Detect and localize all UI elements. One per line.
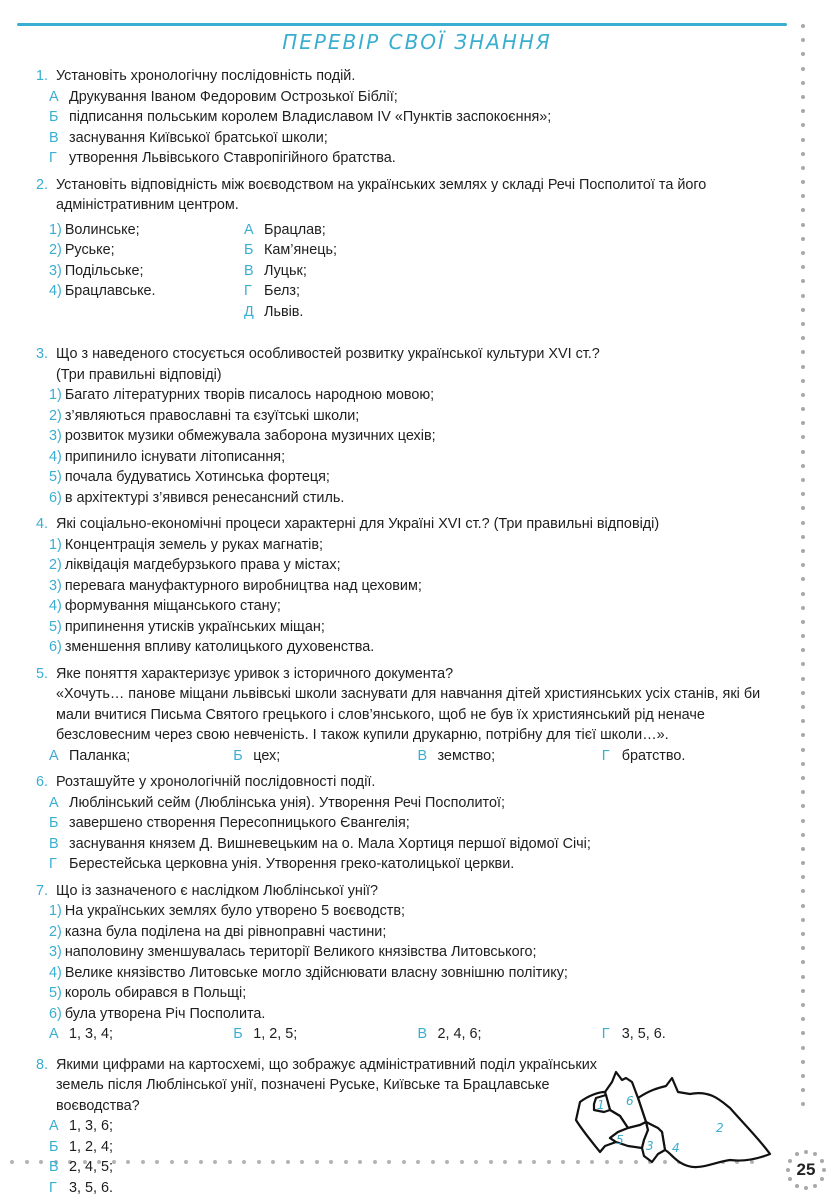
dot xyxy=(801,1031,805,1035)
statement xyxy=(49,983,786,1004)
statement-text: король обирався в Польщі; xyxy=(64,985,247,1001)
question-text: Якими цифрами на картосхемі, що зображує адміністративний поділ українських земель після Люблінської унії, позначені Руське, Київське та Брацлавське воєводства? xyxy=(56,1056,597,1114)
option-text: заснування Київської братської школи; xyxy=(69,129,328,146)
option-letter: В xyxy=(49,1159,59,1175)
dot xyxy=(801,748,805,752)
dot xyxy=(801,932,805,936)
question-text: Що із зазначеного є наслідком Люблінської унії? xyxy=(56,882,379,899)
option-text: почала будуватись Хотинська фортеця; xyxy=(64,469,330,485)
map-label: 4 xyxy=(672,1141,680,1155)
option-text: перевага мануфактурного виробництва над цеховим; xyxy=(64,577,422,594)
dot xyxy=(795,1184,799,1188)
option-letter: Г xyxy=(49,1179,57,1196)
dot xyxy=(801,677,805,681)
dot xyxy=(820,1159,824,1163)
item-number: 3) xyxy=(49,262,62,279)
dot xyxy=(801,95,805,99)
dot xyxy=(801,592,805,596)
question-subtext: (Три правильні відповіді) xyxy=(56,366,222,383)
question-7 xyxy=(36,881,786,1045)
question-number: 1. xyxy=(36,68,49,84)
option[interactable] xyxy=(49,834,786,855)
statement-text: була утворена Річ Посполита. xyxy=(64,1005,266,1022)
option-number: 5) xyxy=(49,469,62,485)
dot xyxy=(10,1160,14,1164)
dot xyxy=(801,634,805,638)
option-text: 1, 3, 6; xyxy=(69,1118,114,1134)
question-text: Які соціально-економічні процеси характерні для Україні XVI ст.? (Три правильні відповіді) xyxy=(56,516,660,532)
dot xyxy=(801,152,805,156)
matching-item[interactable] xyxy=(49,261,244,282)
option[interactable] xyxy=(49,467,786,488)
dot xyxy=(801,450,805,454)
dot xyxy=(801,379,805,383)
statement xyxy=(49,901,786,922)
option[interactable] xyxy=(49,617,786,638)
page-number: 25 xyxy=(796,1160,816,1179)
option-text: Концентрація земель у руках магнатів; xyxy=(64,536,324,553)
dot xyxy=(801,620,805,624)
option-text: Кам’янець; xyxy=(264,242,337,258)
question-3 xyxy=(36,344,786,508)
option-letter: Б xyxy=(244,242,254,258)
matching-option[interactable] xyxy=(244,281,337,302)
matching-option[interactable] xyxy=(244,220,337,241)
option-text: припинило існувати літописання; xyxy=(64,448,286,465)
statement-text: казна була поділена на дві рівноправні частини; xyxy=(64,923,387,940)
option-letter: Б xyxy=(49,815,59,831)
matching-right-column xyxy=(244,220,337,323)
option-number: 2) xyxy=(49,407,62,424)
dot xyxy=(801,804,805,808)
option-letter: Б xyxy=(49,1138,59,1155)
option-number: 1) xyxy=(49,536,62,553)
option[interactable] xyxy=(602,746,786,767)
dot xyxy=(801,1003,805,1007)
item-text: Подільське; xyxy=(64,262,144,279)
option-text: заснування князем Д. Вишневецьким на о. Мала Хортиця першої відомої Січі; xyxy=(69,835,591,852)
question-text: Установіть відповідність між воєводством на українських землях у складі Речі Посполитої та його адміністративним центром. xyxy=(56,176,707,213)
dot xyxy=(801,251,805,255)
option-text: Берестейська церковна унія. Утворення греко-католицької церкви. xyxy=(69,856,515,872)
option[interactable] xyxy=(49,535,786,556)
dot xyxy=(801,691,805,695)
option[interactable] xyxy=(49,596,786,617)
question-number: 6. xyxy=(36,774,49,790)
statement-number: 4) xyxy=(49,964,62,981)
option-text: підписання польським королем Владиславом IV «Пунктів заспокоєння»; xyxy=(69,109,552,125)
dot xyxy=(801,577,805,581)
dot xyxy=(801,521,805,525)
option-number: 3) xyxy=(49,577,62,594)
option[interactable] xyxy=(49,406,786,427)
question-number: 2. xyxy=(36,176,49,193)
dot xyxy=(801,166,805,170)
question-4 xyxy=(36,514,786,658)
option[interactable] xyxy=(49,488,786,509)
option[interactable] xyxy=(49,128,786,149)
dot xyxy=(801,109,805,113)
page-title: ПЕРЕВІР СВОЇ ЗНАННЯ xyxy=(282,30,552,54)
dot xyxy=(801,662,805,666)
decorative-dots-right xyxy=(801,24,805,1116)
option-text: розвиток музики обмежувала заборона музичних цехів; xyxy=(64,428,436,444)
option-letter: Г xyxy=(49,150,57,166)
dot xyxy=(801,421,805,425)
item-text: Руське; xyxy=(64,242,115,258)
dot xyxy=(801,1102,805,1106)
option-number: 6) xyxy=(49,639,62,655)
matching-option[interactable] xyxy=(244,240,337,261)
option[interactable] xyxy=(49,87,786,108)
dot xyxy=(801,1046,805,1050)
dot xyxy=(801,776,805,780)
option-letter: Б xyxy=(233,747,243,764)
dot xyxy=(801,24,805,28)
dot xyxy=(820,1177,824,1181)
dot xyxy=(801,1017,805,1021)
dot xyxy=(801,946,805,950)
option-number: 6) xyxy=(49,489,62,506)
option-text: земство; xyxy=(437,747,496,764)
dot xyxy=(801,435,805,439)
option[interactable] xyxy=(49,576,786,597)
dot xyxy=(822,1168,826,1172)
dot xyxy=(801,365,805,369)
question-number: 3. xyxy=(36,346,49,362)
option-letter: Б xyxy=(49,109,59,125)
map-label: 5 xyxy=(616,1133,624,1147)
option-text: Брацлав; xyxy=(264,221,326,238)
question-number: 5. xyxy=(36,665,49,682)
option-text: 3, 5, 6. xyxy=(69,1179,114,1196)
option-text: Друкування Іваном Федоровим Острозької Біблії; xyxy=(69,88,398,105)
option-letter: В xyxy=(417,1026,428,1042)
option[interactable] xyxy=(49,555,786,576)
header-rule xyxy=(17,23,787,26)
option-letter: А xyxy=(49,88,59,105)
dot xyxy=(801,506,805,510)
option-text: утворення Львівського Ставропігійного братства. xyxy=(69,150,396,166)
option-letter: В xyxy=(49,835,59,852)
dot xyxy=(801,350,805,354)
statement-number: 2) xyxy=(49,923,62,940)
option-letter: Г xyxy=(244,283,252,299)
option-text: 1, 3, 4; xyxy=(69,1026,114,1042)
item-number: 1) xyxy=(49,221,62,238)
dot xyxy=(801,492,805,496)
dot xyxy=(801,889,805,893)
option-letter: Д xyxy=(244,303,254,320)
statement xyxy=(49,922,786,943)
map-label: 2 xyxy=(716,1121,724,1135)
dot xyxy=(801,208,805,212)
option-text: 2, 4, 6; xyxy=(437,1026,482,1042)
dot xyxy=(801,265,805,269)
dot xyxy=(801,904,805,908)
dot xyxy=(801,975,805,979)
dot xyxy=(801,719,805,723)
matching-left-column xyxy=(49,220,244,323)
option-text: 1, 2, 5; xyxy=(253,1026,298,1042)
option[interactable] xyxy=(49,813,786,834)
item-text: Брацлавське. xyxy=(64,283,156,299)
question-text: Установіть хронологічну послідовність подій. xyxy=(56,68,356,84)
document-quote: «Хочуть… панове міщани львівські школи заснувати для навчання дітей християнських усіх станів, які би мали вчитися Письма Святого грецького і слов’янського, щоб не був їх християнський рід неначе безсловесним через свою невченість. І також купили друкарню, потрібну для тієї школи…». xyxy=(56,686,761,743)
dot xyxy=(801,989,805,993)
option-letter: А xyxy=(49,1118,59,1134)
option-number: 4) xyxy=(49,448,62,465)
option[interactable] xyxy=(49,447,786,468)
dot xyxy=(801,237,805,241)
option-number: 3) xyxy=(49,428,62,444)
option[interactable] xyxy=(49,385,786,406)
option-number: 1) xyxy=(49,387,62,403)
option-number: 5) xyxy=(49,618,62,635)
option[interactable] xyxy=(49,1178,786,1199)
dot xyxy=(801,1074,805,1078)
dot xyxy=(801,535,805,539)
option-letter: В xyxy=(49,129,59,146)
dot xyxy=(801,918,805,922)
option-text: Люблінський сейм (Люблінська унія). Утворення Речі Посполитої; xyxy=(69,794,505,811)
statement-number: 3) xyxy=(49,944,62,960)
dot xyxy=(801,308,805,312)
option-text: братство. xyxy=(621,747,686,764)
matching-item[interactable] xyxy=(49,240,244,261)
option[interactable] xyxy=(233,1024,417,1045)
option[interactable] xyxy=(49,1024,233,1045)
question-5 xyxy=(36,664,786,767)
dot xyxy=(788,1177,792,1181)
option[interactable] xyxy=(602,1024,786,1045)
dot xyxy=(801,790,805,794)
dot xyxy=(801,705,805,709)
dot xyxy=(801,81,805,85)
dot xyxy=(801,180,805,184)
option-letter: А xyxy=(49,794,59,811)
dot xyxy=(801,847,805,851)
option-letter: В xyxy=(417,747,428,764)
dot xyxy=(801,123,805,127)
option-text: припинення утисків українських міщан; xyxy=(64,618,325,635)
dot xyxy=(801,819,805,823)
option-number: 4) xyxy=(49,598,62,614)
dot xyxy=(25,1160,29,1164)
question-6 xyxy=(36,772,786,875)
dot xyxy=(801,294,805,298)
statement xyxy=(49,942,786,963)
question-text: Яке поняття характеризує уривок з історичного документа? xyxy=(56,665,454,682)
map-label: 6 xyxy=(626,1094,634,1108)
option[interactable] xyxy=(233,746,417,767)
option-text: зменшення впливу католицького духовенства. xyxy=(64,639,375,655)
dot xyxy=(801,138,805,142)
statement-number: 6) xyxy=(49,1005,62,1022)
dot xyxy=(801,833,805,837)
statement-number: 5) xyxy=(49,985,62,1001)
dot xyxy=(801,322,805,326)
quiz-content xyxy=(36,66,786,1204)
dot xyxy=(801,733,805,737)
question-number: 7. xyxy=(36,882,49,899)
option-letter: А xyxy=(244,221,254,238)
option-text: завершено створення Пересопницького Євангелія; xyxy=(69,815,410,831)
option[interactable] xyxy=(49,148,786,169)
item-number: 2) xyxy=(49,242,62,258)
question-number: 8. xyxy=(36,1056,49,1073)
option-text: Львів. xyxy=(264,303,304,320)
statement-text: наполовину зменшувалась території Великого князівства Литовського; xyxy=(64,944,537,960)
dot xyxy=(801,279,805,283)
question-text: Що з наведеного стосується особливостей розвитку української культури XVI ст.? xyxy=(56,346,600,362)
item-text: Волинське; xyxy=(64,221,140,238)
dot xyxy=(801,563,805,567)
dot xyxy=(801,648,805,652)
option-text: Паланка; xyxy=(69,747,131,764)
dot xyxy=(801,223,805,227)
option-text: Багато літературних творів писалось народною мовою; xyxy=(64,387,435,403)
option[interactable] xyxy=(49,746,233,767)
statement xyxy=(49,963,786,984)
statement xyxy=(49,1004,786,1025)
option-letter: Г xyxy=(49,856,57,872)
dot xyxy=(801,52,805,56)
dot xyxy=(801,464,805,468)
dot xyxy=(801,606,805,610)
option-letter: В xyxy=(244,262,254,279)
matching-option[interactable] xyxy=(244,302,337,323)
dot xyxy=(801,393,805,397)
option-text: 1, 2, 4; xyxy=(69,1138,114,1155)
dot xyxy=(813,1152,817,1156)
dot xyxy=(801,194,805,198)
option-letter: А xyxy=(49,1026,59,1042)
map-schematic xyxy=(570,1070,800,1170)
option[interactable] xyxy=(49,793,786,814)
item-number: 4) xyxy=(49,283,62,299)
dot xyxy=(804,1186,808,1190)
map-label: 1 xyxy=(597,1098,605,1112)
option-text: Белз; xyxy=(264,283,300,299)
option-text: ліквідація магдебурзького права у містах; xyxy=(64,557,341,573)
dot xyxy=(801,1088,805,1092)
matching-item[interactable] xyxy=(49,220,244,241)
option-text: з’являються православні та єзуїтські школи; xyxy=(64,407,360,424)
option[interactable] xyxy=(49,637,786,658)
option-text: формування міщанського стану; xyxy=(64,598,281,614)
dot xyxy=(801,407,805,411)
dot xyxy=(804,1150,808,1154)
question-text: Розташуйте у хронологічній послідовності події. xyxy=(56,774,376,790)
dot xyxy=(801,38,805,42)
statement-number: 1) xyxy=(49,903,62,919)
question-1 xyxy=(36,66,786,169)
option[interactable] xyxy=(418,746,602,767)
option-letter: Г xyxy=(601,747,610,764)
option-number: 2) xyxy=(49,557,62,573)
dot xyxy=(801,960,805,964)
option-text: Луцьк; xyxy=(264,262,307,279)
dot xyxy=(801,762,805,766)
option-text: 3, 5, 6. xyxy=(621,1026,666,1042)
map-label: 3 xyxy=(646,1139,654,1153)
dot xyxy=(801,336,805,340)
dot xyxy=(801,478,805,482)
option[interactable] xyxy=(49,107,786,128)
dot xyxy=(801,67,805,71)
question-number: 4. xyxy=(36,516,49,532)
option-text: в архітектурі з’явився ренесансний стиль. xyxy=(64,489,345,506)
dot xyxy=(801,861,805,865)
dot xyxy=(801,549,805,553)
dot xyxy=(801,875,805,879)
matching-item[interactable] xyxy=(49,281,244,302)
option-letter: Г xyxy=(601,1026,610,1042)
question-2 xyxy=(36,175,786,323)
option[interactable] xyxy=(49,426,786,447)
option-text: 2, 4, 5; xyxy=(69,1159,114,1175)
dot xyxy=(813,1184,817,1188)
option-letter: Б xyxy=(233,1026,243,1042)
matching-option[interactable] xyxy=(244,261,337,282)
option[interactable] xyxy=(49,854,786,875)
option-text: цех; xyxy=(253,747,281,764)
statement-text: Велике князівство Литовське могло здійснювати власну зовнішню політику; xyxy=(64,964,568,981)
dot xyxy=(801,1060,805,1064)
option[interactable] xyxy=(418,1024,602,1045)
option-letter: А xyxy=(49,747,59,764)
statement-text: На українських землях було утворено 5 воєводств; xyxy=(64,903,406,919)
